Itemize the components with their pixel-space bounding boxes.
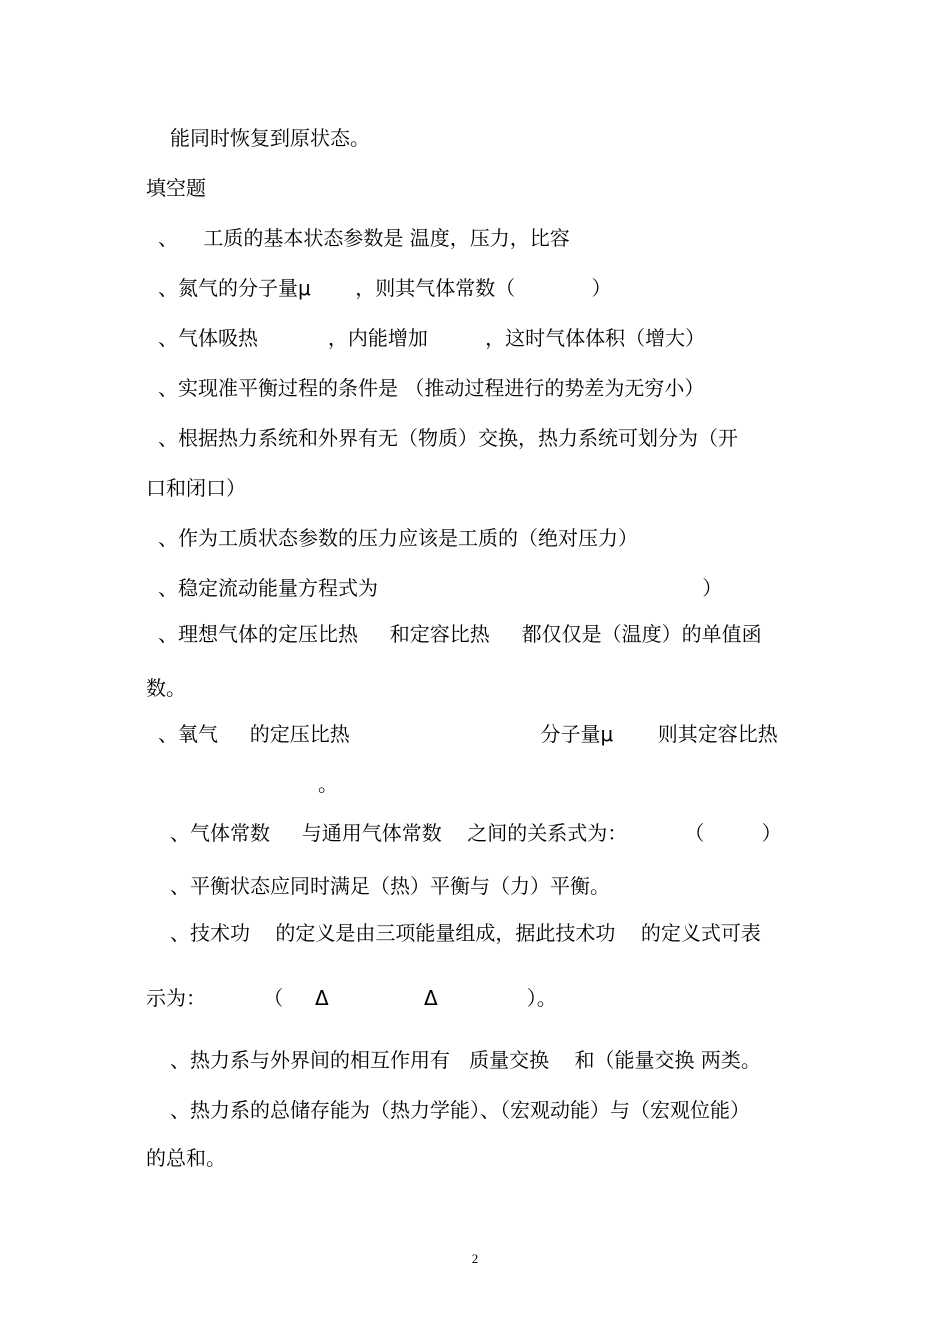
text-line: 、热力系的总储存能为（热力学能）、（宏观动能）与（宏观位能） <box>170 1098 750 1122</box>
section-heading: 填空题 <box>146 176 206 200</box>
text-line: 、实现准平衡过程的条件是 （推动过程进行的势差为无穷小） <box>158 376 705 400</box>
page-number: 2 <box>471 1251 479 1266</box>
text-line: 、气体常数 与通用气体常数 之间的关系式为： （ ） <box>170 821 782 845</box>
text-line: 能同时恢复到原状态。 <box>170 126 370 150</box>
text-line: 口和闭口） <box>146 476 246 500</box>
text-line: 。 <box>318 772 338 796</box>
text-line: 、氮气的分子量μ ，则其气体常数（ ） <box>158 276 612 300</box>
text-line: 数。 <box>146 676 186 700</box>
text-line: 、技术功 的定义是由三项能量组成，据此技术功 的定义式可表 <box>170 921 761 945</box>
text-line: 、 工质的基本状态参数是 温度，压力，比容 <box>158 226 570 250</box>
text-line: 、热力系与外界间的相互作用有 质量交换 和（能量交换 两类。 <box>170 1048 761 1072</box>
text-line: 示为： （ Δ Δ ）。 <box>146 986 557 1010</box>
text-line: 、作为工质状态参数的压力应该是工质的（绝对压力） <box>158 526 638 550</box>
text-line: 、气体吸热 ，内能增加 ，这时气体体积（增大） <box>158 326 706 350</box>
text-line: 、氧气 的定压比热 分子量μ 则其定容比热 <box>158 722 778 746</box>
text-line: 、平衡状态应同时满足（热）平衡与（力）平衡。 <box>170 874 610 898</box>
text-line: 、稳定流动能量方程式为 ） <box>158 576 723 600</box>
text-line: 的总和。 <box>146 1146 226 1170</box>
text-line: 、根据热力系统和外界有无（物质）交换，热力系统可划分为（开 <box>158 426 738 450</box>
text-line: 、理想气体的定压比热 和定容比热 都仅仅是（温度）的单值函 <box>158 622 762 646</box>
